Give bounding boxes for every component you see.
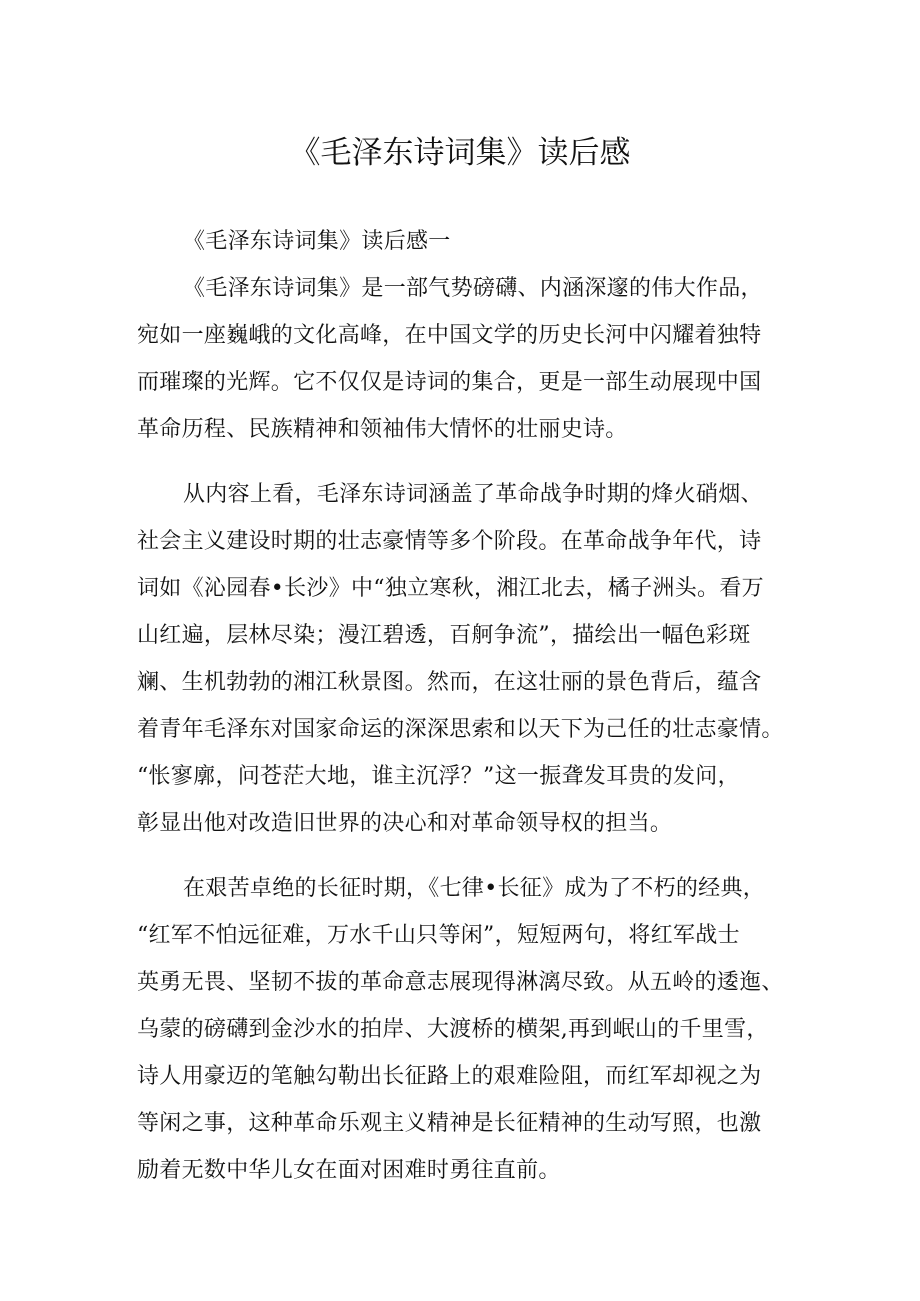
paragraph-spacer <box>137 847 810 865</box>
paragraph-line: 乌蒙的磅礴到金沙水的拍岸、大渡桥的横架,再到岷山的千里雪， <box>137 1017 769 1042</box>
paragraph-line: 词如《沁园春•长沙》中“独立寒秋，湘江北去，橘子洲头。看万 <box>137 576 764 601</box>
paragraph-line: 宛如一座巍峨的文化高峰，在中国文学的历史长河中闪耀着独特 <box>137 323 762 348</box>
paragraph-line: 社会主义建设时期的壮志豪情等多个阶段。在革命战争年代，诗 <box>137 529 762 554</box>
document-title: 《毛泽东诗词集》读后感 <box>289 135 631 171</box>
paragraph-line: 在艰苦卓绝的长征时期，《七律•长征》成为了不朽的经典， <box>183 876 766 901</box>
paragraph-line: 斓、生机勃勃的湘江秋景图。然而，在这壮丽的景色背后，蕴含 <box>137 670 762 695</box>
paragraph-line: 英勇无畏、坚韧不拔的革命意志展现得淋漓尽致。从五岭的逶迤、 <box>137 970 784 995</box>
paragraph-line: 革命历程、民族精神和领袖伟大情怀的壮丽史诗。 <box>137 417 628 442</box>
paragraph-line: 等闲之事，这种革命乐观主义精神是长征精神的生动写照，也激 <box>137 1111 762 1136</box>
paragraph-line: “红军不怕远征难，万水千山只等闲”，短短两句，将红军战士 <box>137 923 740 948</box>
paragraph-long-march <box>137 865 810 1194</box>
document-body <box>137 218 810 1194</box>
paragraph-line: 山红遍，层林尽染；漫江碧透，百舸争流”，描绘出一幅色彩斑 <box>137 623 751 648</box>
paragraph-line: 着青年毛泽东对国家命运的深深思索和以天下为己任的壮志豪情。 <box>137 717 784 742</box>
paragraph-content <box>137 471 810 847</box>
paragraph-line: “怅寥廓，问苍茫大地，谁主沉浮？”这一振聋发耳贵的发问， <box>137 764 740 789</box>
paragraph-intro <box>137 265 810 453</box>
section-heading: 《毛泽东诗词集》读后感一 <box>183 229 451 254</box>
paragraph-line: 《毛泽东诗词集》是一部气势磅礴、内涵深邃的伟大作品， <box>183 276 763 301</box>
paragraph-line: 彰显出他对改造旧世界的决心和对革命领导权的担当。 <box>137 811 673 836</box>
paragraph-spacer <box>137 453 810 471</box>
paragraph-line: 诗人用豪迈的笔触勾勒出长征路上的艰难险阻，而红军却视之为 <box>137 1064 762 1089</box>
paragraph-line: 而璀璨的光辉。它不仅仅是诗词的集合，更是一部生动展现中国 <box>137 370 762 395</box>
paragraph-line: 励着无数中华儿女在面对困难时勇往直前。 <box>137 1158 561 1183</box>
paragraph-line: 从内容上看，毛泽东诗词涵盖了革命战争时期的烽火硝烟、 <box>183 482 763 507</box>
